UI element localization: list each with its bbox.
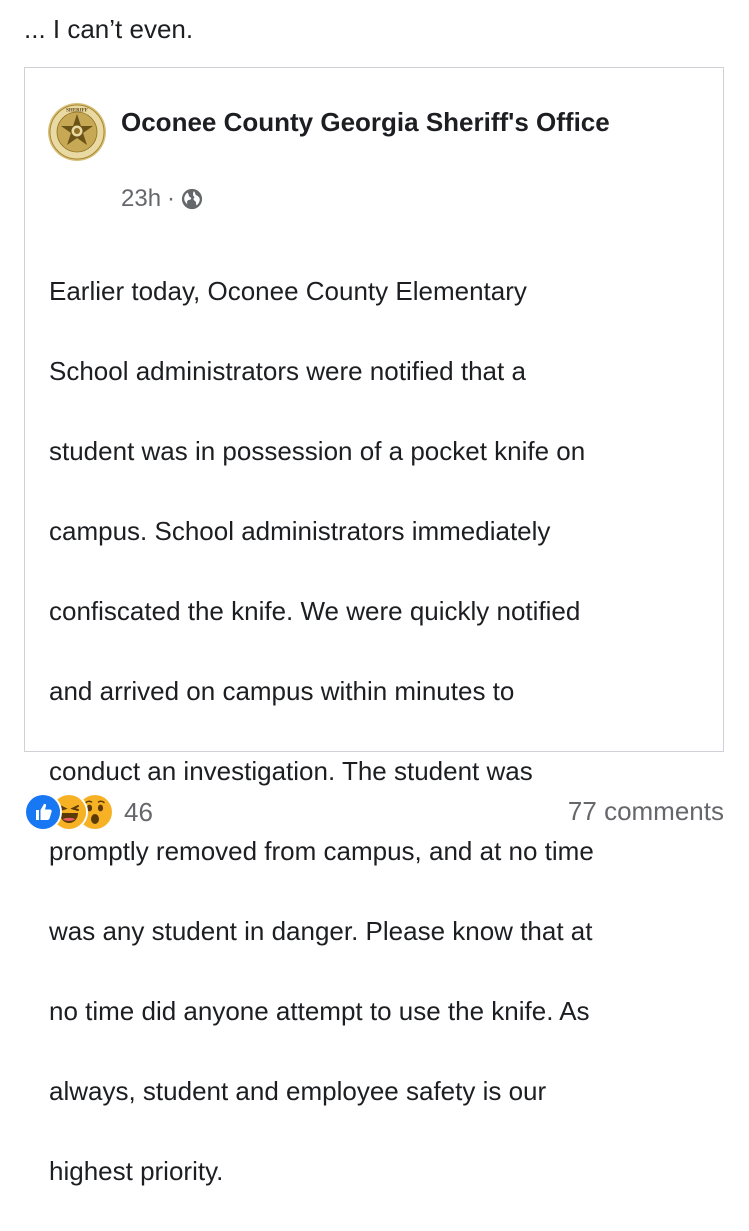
post-body-line: always, student and employee safety is our [49,1076,547,1106]
post-body-line: School administrators were notified that a [49,356,526,386]
post-body-line: and arrived on campus within minutes to [49,676,515,706]
post-body-line: student was in possession of a pocket knife on [49,436,586,466]
post-body-line: confiscated the knife. We were quickly notified [49,596,581,626]
post-body-line: promptly removed from campus, and at no time [49,836,594,866]
post-body-line: no time did anyone attempt to use the knife. As [49,996,590,1026]
post-body-line: was any student in danger. Please know that at [49,916,593,946]
post-meta [121,182,203,216]
like-icon [24,793,62,831]
page-avatar[interactable] [47,102,107,162]
post-footer [24,790,724,834]
post-body-line: Earlier today, Oconee County Elementary [49,276,527,306]
post-body-line: campus. School administrators immediately [49,516,551,546]
post-body-text [49,231,709,1231]
meta-separator: · [167,185,176,212]
reactions-summary[interactable] [24,794,153,830]
comments-count-link[interactable]: 77 comments [567,796,724,826]
avatar-badge-text: SHERIFF [66,108,88,114]
reaction-count[interactable]: 46 [124,796,153,827]
post-body-line: conduct an investigation. The student was [49,756,533,786]
post-caption: ... I can’t even. [24,14,194,44]
sheriff-badge-icon [47,102,107,162]
post-body-line: highest priority. [49,1156,224,1186]
page-name-link[interactable]: Oconee County Georgia Sheriff's Office [121,107,610,137]
post-timestamp[interactable]: 23h [121,185,162,212]
globe-icon [181,188,203,210]
